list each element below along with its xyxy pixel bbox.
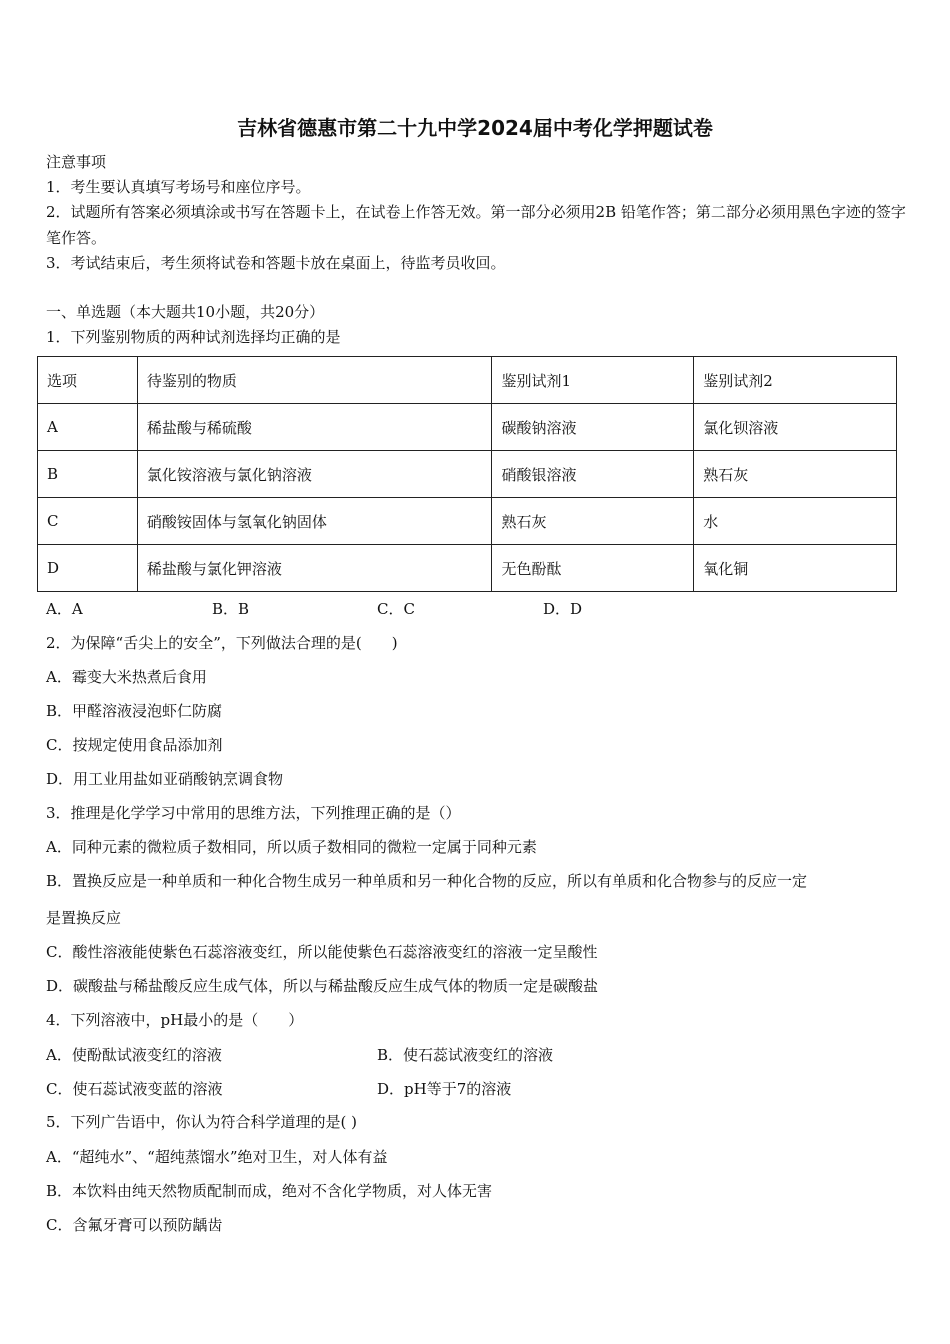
q1-option-b: B．B [212,600,250,618]
q3-option-c: C．酸性溶液能使紫色石蕊溶液变红，所以能使紫色石蕊溶液变红的溶液一定呈酸性 [46,943,598,961]
table-row [38,451,897,498]
q2-option-c: C．按规定使用食品添加剂 [46,736,223,754]
table-row [38,498,897,545]
q2-option-a: A．霉变大米热煮后食用 [46,668,207,686]
table-cell: 氯化钡溶液 [694,404,897,451]
table-cell: A [38,404,138,451]
q5-option-c: C．含氟牙膏可以预防龋齿 [46,1216,223,1234]
q5-stem: 5．下列广告语中，你认为符合科学道理的是( ) [46,1113,358,1131]
table-header-cell: 鉴别试剂1 [492,357,694,404]
table-row [38,545,897,592]
table-cell: 碳酸钠溶液 [492,404,694,451]
table-cell: 硝酸银溶液 [492,451,694,498]
table-cell: D [38,545,138,592]
q3-option-a: A．同种元素的微粒质子数相同，所以质子数相同的微粒一定属于同种元素 [46,838,537,856]
table-cell: 水 [694,498,897,545]
q2-stem: 2．为保障“舌尖上的安全”，下列做法合理的是( ) [46,634,398,652]
q2-option-b: B．甲醛溶液浸泡虾仁防腐 [46,702,223,720]
table-cell: B [38,451,138,498]
q3-stem: 3．推理是化学学习中常用的思维方法，下列推理正确的是（） [46,804,461,822]
table-row [38,404,897,451]
table-header-cell: 选项 [38,357,138,404]
table-cell: 熟石灰 [492,498,694,545]
table-cell: 氧化铜 [694,545,897,592]
q2-option-d: D．用工业用盐如亚硝酸钠烹调食物 [46,770,284,788]
q4-option-a: A．使酚酞试液变红的溶液 [46,1046,222,1064]
notice-heading: 注意事项 [46,153,107,171]
notice-item-1: 1．考生要认真填写考场号和座位序号。 [46,178,311,196]
table-cell: C [38,498,138,545]
q1-option-a: A．A [46,600,83,618]
table-cell: 硝酸铵固体与氢氧化钠固体 [137,498,492,545]
table-cell: 氯化铵溶液与氯化钠溶液 [137,451,492,498]
notice-item-2: 2．试题所有答案必须填涂或书写在答题卡上，在试卷上作答无效。第一部分必须用2B 铅笔作答；第二部分必须用黑色字迹的签字笔作答。 [46,203,906,247]
q3-option-d: D．碳酸盐与稀盐酸反应生成气体，所以与稀盐酸反应生成气体的物质一定是碳酸盐 [46,977,599,995]
q1-option-c: C．C [377,600,415,618]
table-cell: 稀盐酸与氯化钾溶液 [137,545,492,592]
q1-stem: 1．下列鉴别物质的两种试剂选择均正确的是 [46,328,341,346]
q5-option-a: A．“超纯水”、“超纯蒸馏水”绝对卫生，对人体有益 [46,1148,388,1166]
q4-stem: 4．下列溶液中，pH最小的是（ ） [46,1011,304,1029]
table-header-cell: 鉴别试剂2 [694,357,897,404]
q3-option-b-continued: 是置换反应 [46,909,122,927]
q1-table [37,356,897,592]
table-header-cell: 待鉴别的物质 [137,357,492,404]
page-title: 吉林省德惠市第二十九中学2024届中考化学押题试卷 [237,116,713,140]
q4-option-b: B．使石蕊试液变红的溶液 [377,1046,554,1064]
table-cell: 无色酚酞 [492,545,694,592]
q1-option-d: D．D [543,600,583,618]
q4-option-d: D．pH等于7的溶液 [377,1080,512,1098]
table-header-row [38,357,897,404]
table-cell: 熟石灰 [694,451,897,498]
section-heading: 一、单选题（本大题共10小题，共20分） [46,303,325,321]
notice-item-3: 3．考试结束后，考生须将试卷和答题卡放在桌面上，待监考员收回。 [46,254,506,272]
table-cell: 稀盐酸与稀硫酸 [137,404,492,451]
q4-option-c: C．使石蕊试液变蓝的溶液 [46,1080,223,1098]
q5-option-b: B．本饮料由纯天然物质配制而成，绝对不含化学物质，对人体无害 [46,1182,493,1200]
q3-option-b: B．置换反应是一种单质和一种化合物生成另一种单质和另一种化合物的反应，所以有单质和化合物参与的反应一定 [46,872,808,890]
